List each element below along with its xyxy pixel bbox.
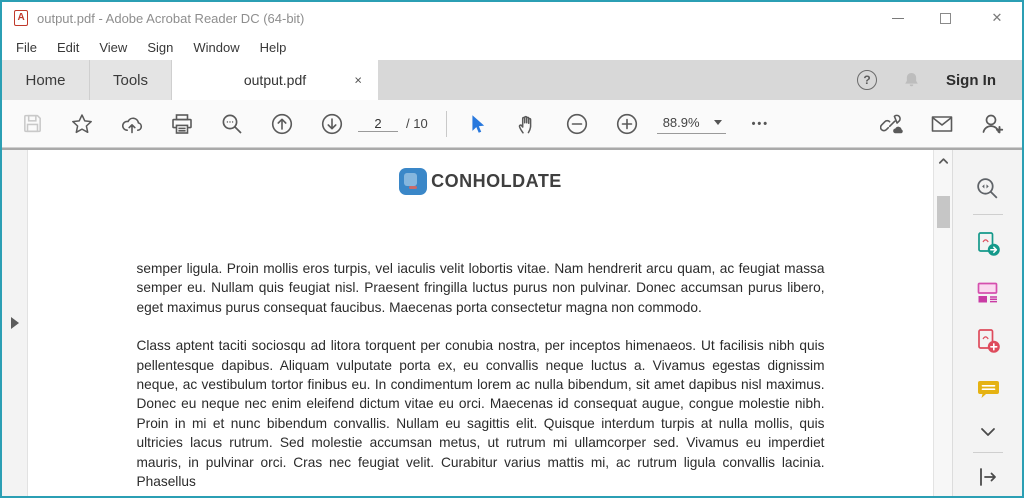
- menu-bar: [2, 34, 1022, 60]
- window-title: output.pdf - Adobe Acrobat Reader DC (64-bit): [37, 10, 305, 26]
- window-controls: [892, 10, 1022, 26]
- zoom-out-icon: [565, 112, 589, 136]
- menu-window[interactable]: Window: [193, 39, 240, 55]
- previous-page-button[interactable]: [270, 112, 294, 136]
- tab-tools[interactable]: Tools: [90, 60, 172, 100]
- conholdate-logo-text: CONHOLDATE: [431, 171, 562, 191]
- panel-divider: [973, 452, 1003, 453]
- select-tool-button[interactable]: [465, 112, 489, 136]
- navigation-pane-strip: [2, 150, 28, 496]
- expand-pane-arrow-icon[interactable]: [11, 317, 19, 329]
- email-button[interactable]: [930, 112, 954, 136]
- zoom-level-control[interactable]: [657, 113, 726, 134]
- more-tools-expander[interactable]: [953, 413, 1022, 450]
- hand-tool-button[interactable]: [515, 112, 539, 136]
- menu-edit[interactable]: Edit: [56, 39, 80, 55]
- minimize-icon: [892, 18, 904, 19]
- share-link-button[interactable]: [880, 112, 904, 136]
- open-pane-icon: [976, 465, 1000, 489]
- comment-tool[interactable]: [953, 365, 1022, 413]
- vertical-scrollbar[interactable]: [933, 150, 952, 496]
- scroll-up-icon[interactable]: [937, 154, 950, 168]
- tabbar-filler: [378, 60, 857, 100]
- find-zoom-tool[interactable]: [953, 164, 1022, 212]
- tab-close-icon[interactable]: ×: [354, 72, 362, 88]
- notifications-bell-icon[interactable]: [901, 69, 922, 91]
- favorites-star-button[interactable]: [70, 112, 94, 136]
- select-cursor-icon: [466, 112, 488, 136]
- close-button[interactable]: ✕: [991, 10, 1003, 25]
- tab-document-label: output.pdf: [243, 72, 307, 88]
- edit-pdf-tool[interactable]: [953, 268, 1022, 316]
- open-tools-pane-button[interactable]: [953, 457, 1022, 496]
- zoom-tools-icon: [974, 175, 1001, 202]
- search-icon: [220, 112, 244, 136]
- document-area: [2, 148, 1022, 496]
- add-account-icon: [980, 111, 1004, 136]
- sign-in-button[interactable]: Sign In: [946, 71, 996, 89]
- zoom-in-button[interactable]: [615, 112, 639, 136]
- star-icon: [70, 112, 94, 136]
- toolbar-divider: [446, 111, 447, 137]
- page-down-icon: [320, 112, 344, 136]
- page-count-label: / 10: [406, 116, 428, 131]
- add-account-button[interactable]: [980, 112, 1004, 136]
- menu-help[interactable]: Help: [259, 39, 287, 55]
- chevron-down-icon: [978, 425, 998, 439]
- share-link-icon: [880, 111, 904, 137]
- toolbar-right-group: [880, 112, 1022, 136]
- export-pdf-icon: [974, 230, 1002, 258]
- hand-tool-icon: [515, 112, 539, 136]
- tab-bar: [2, 60, 1022, 100]
- find-button[interactable]: [220, 112, 244, 136]
- zoom-in-icon: [615, 112, 639, 136]
- maximize-button[interactable]: [940, 13, 958, 24]
- tab-home[interactable]: Home: [2, 60, 90, 100]
- panel-divider: [973, 214, 1003, 215]
- next-page-button[interactable]: [320, 112, 344, 136]
- paragraph: semper ligula. Proin mollis eros turpis, vel iaculis velit lobortis vitae. Nam hendrerit arcu quam, ac feugiat massa semper eu. Nullam quis feugiat nisl. Praesent fringilla luctus purus non pulvinar. Donec accumsan purus libero, eget maximus purus consequat faucibus. Maecenas porta consectetur magna non commodo.: [136, 261, 825, 315]
- title-bar: [2, 2, 1022, 34]
- help-icon[interactable]: ?: [857, 70, 877, 90]
- create-pdf-tool[interactable]: [953, 316, 1022, 364]
- menu-view[interactable]: View: [99, 39, 128, 55]
- pdf-page[interactable]: [28, 150, 933, 496]
- main-toolbar: [2, 100, 1022, 148]
- tab-document[interactable]: [172, 60, 378, 100]
- page-up-icon: [270, 112, 294, 136]
- paragraph: Class aptent taciti sociosqu ad litora torquent per conubia nostra, per inceptos himenaeos. Ut facilisis nibh quis pellentesque dapibus. Aliquam vulputate porta ex, eu convallis neque luctus a. Vivamus egestas dignissim neque, ac vestibulum tortor finibus eu. In condimentum lorem ac nulla bibendum, sit amet dapibus nisl maximus. Donec eu neque nec enim eleifend dictum vitae eu orci. Maecenas id consequat augue, congue molestie nibh. Proin in mi et nunc bibendum convallis. Nullam eu sagittis elit. Quisque interdum turpis at nulla mollis, quis ultricies lacus rutrum. Sed molestie accumsan metus, ut rutrum mi ullamcorper sed. Vivamus eu imperdiet mauris, in pulvinar orci. Cras nec feugiat velit. Curabitur varius mattis mi, ac rutrum ligula convallis lacinia. Phasellus: [136, 338, 825, 490]
- edit-pdf-icon: [974, 278, 1002, 306]
- create-pdf-icon: [974, 327, 1002, 355]
- right-tools-panel: [952, 150, 1022, 496]
- comment-icon: [974, 375, 1002, 403]
- print-button[interactable]: [170, 112, 194, 136]
- print-icon: [170, 112, 194, 136]
- conholdate-logo-icon: [399, 168, 427, 195]
- document-text-block: [137, 259, 825, 491]
- email-icon: [930, 112, 954, 136]
- export-pdf-tool[interactable]: [953, 219, 1022, 267]
- document-logo: [28, 168, 933, 195]
- more-tools-button[interactable]: •••: [751, 117, 770, 130]
- tabbar-right: [857, 60, 1022, 100]
- menu-file[interactable]: File: [16, 39, 37, 55]
- chevron-down-icon: [714, 120, 722, 125]
- pdf-file-icon: [14, 10, 28, 26]
- maximize-icon: [940, 13, 951, 24]
- zoom-out-button[interactable]: [565, 112, 589, 136]
- scrollbar-thumb[interactable]: [937, 196, 950, 228]
- menu-sign[interactable]: Sign: [147, 39, 174, 55]
- save-icon: [21, 112, 44, 135]
- cloud-upload-icon: [120, 112, 144, 136]
- zoom-level-value: 88.9%: [662, 115, 700, 130]
- minimize-button[interactable]: [892, 18, 910, 19]
- share-document-button[interactable]: [120, 112, 144, 136]
- save-button[interactable]: [20, 112, 44, 136]
- page-number-input[interactable]: [358, 116, 398, 132]
